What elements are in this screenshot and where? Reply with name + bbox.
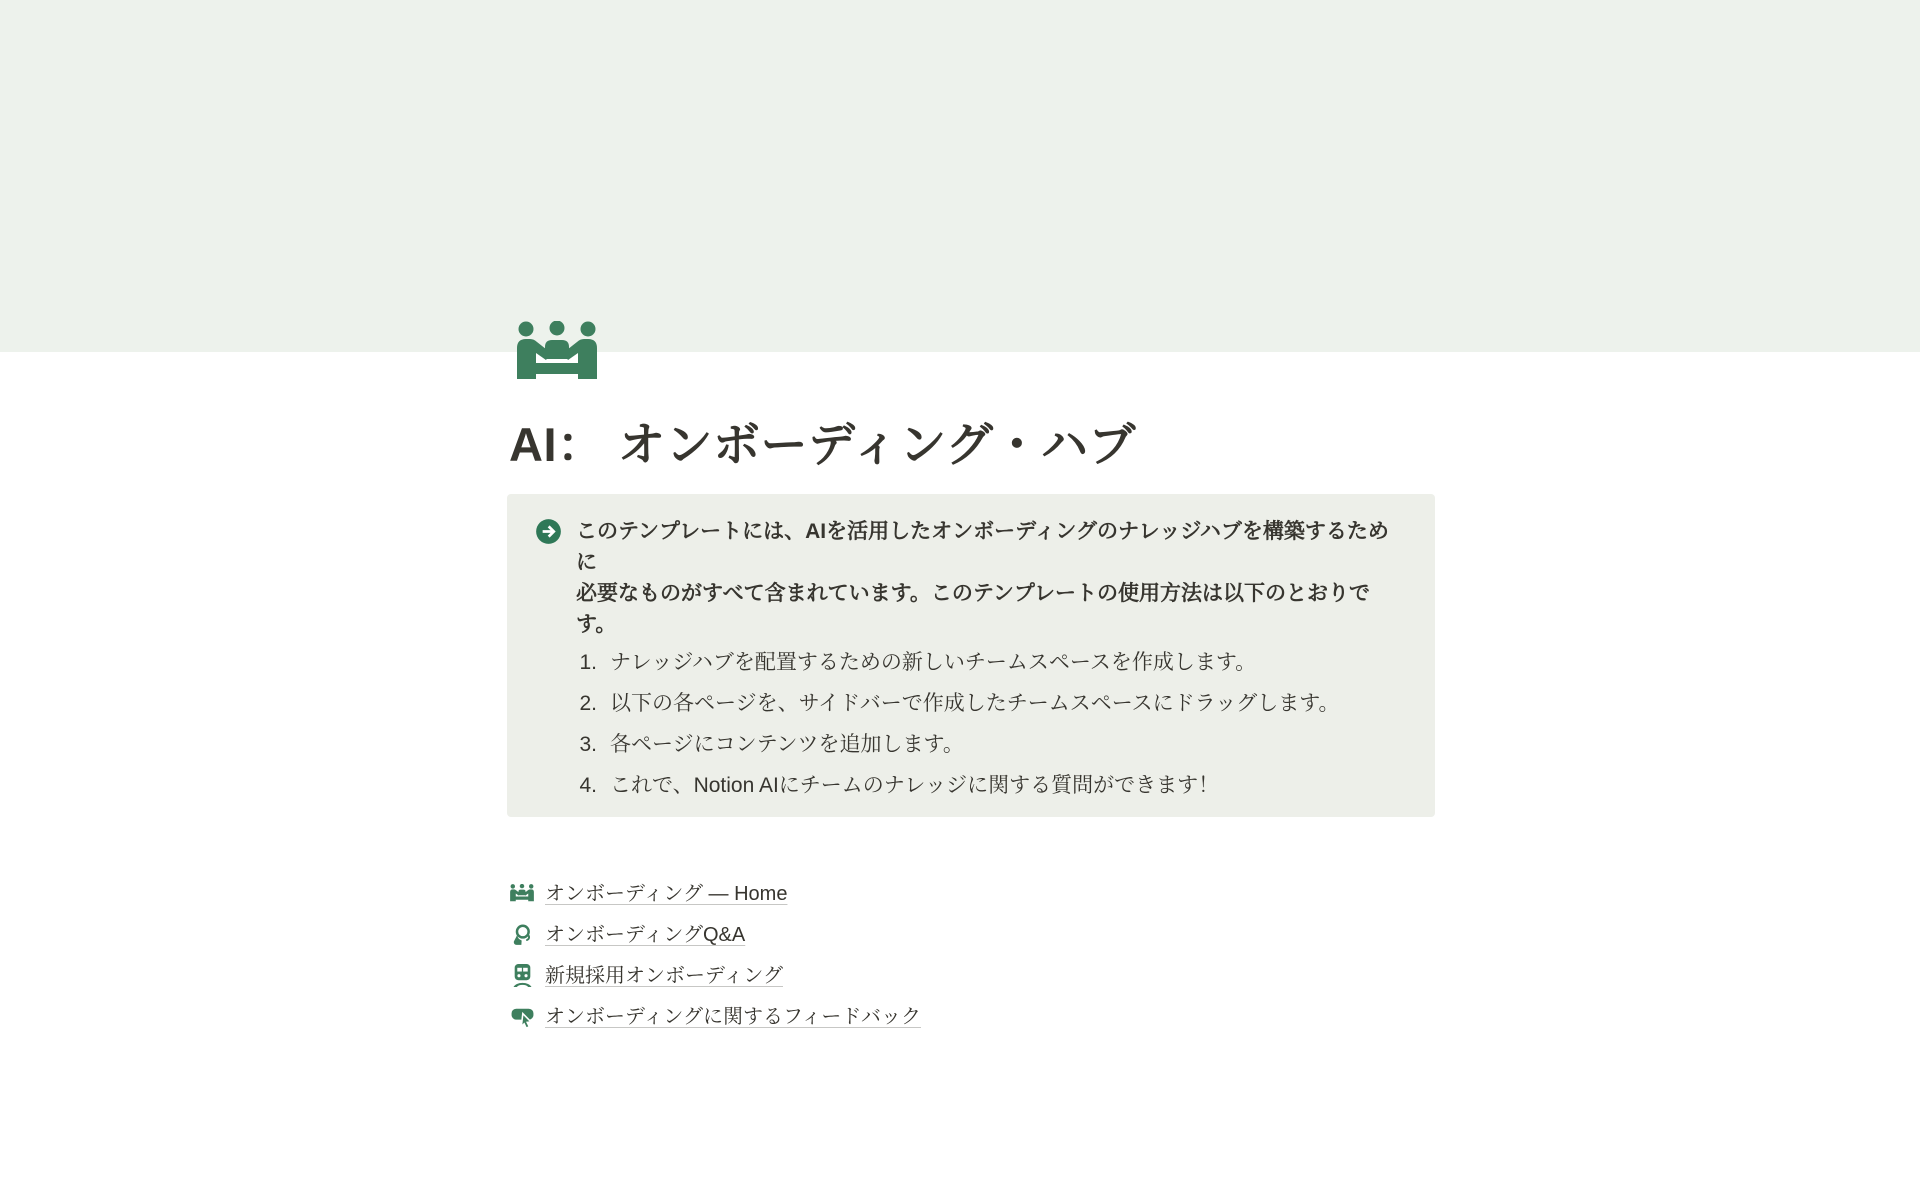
page-link-label: オンボーディングQ&A bbox=[545, 923, 746, 946]
arrow-right-circle-icon bbox=[535, 518, 562, 545]
page-icon[interactable] bbox=[507, 321, 607, 385]
train-icon bbox=[507, 963, 537, 988]
step-text: ナレッジハブを配置するための新しいチームスペースを作成します。 bbox=[610, 651, 1257, 675]
step-row bbox=[575, 730, 1407, 760]
people-meeting-icon bbox=[507, 884, 537, 903]
callout-steps bbox=[575, 648, 1407, 801]
page-title[interactable]: AI： オンボーディング・ハブ bbox=[509, 418, 1136, 471]
callout-head bbox=[535, 516, 1407, 640]
step-row bbox=[575, 648, 1407, 678]
button-cursor-icon bbox=[507, 1004, 537, 1029]
callout-intro-line-1: このテンプレートには、AIを活用したオンボーディングのナレッジハブを構築するために bbox=[576, 520, 1389, 575]
step-number: 2. bbox=[579, 692, 597, 716]
page-link-label: オンボーディング — Home bbox=[545, 882, 788, 905]
step-number: 3. bbox=[579, 733, 597, 757]
page-content bbox=[507, 321, 1435, 1037]
page-link-label: オンボーディングに関するフィードバック bbox=[545, 1005, 921, 1028]
callout-intro bbox=[576, 516, 1407, 640]
step-number: 4. bbox=[579, 774, 597, 798]
people-meeting-icon bbox=[507, 321, 607, 385]
page-link-new-hire-onboarding[interactable] bbox=[507, 955, 783, 996]
page-link-onboarding-qa[interactable] bbox=[507, 914, 745, 955]
callout-intro-line-2: 必要なものがすべて含まれています。このテンプレートの使用方法は以下のとおりです。 bbox=[576, 582, 1371, 637]
step-row bbox=[575, 771, 1407, 801]
instruction-callout bbox=[507, 494, 1435, 817]
step-number: 1. bbox=[579, 651, 597, 675]
step-text: これで、Notion AIにチームのナレッジに関する質問ができます！ bbox=[610, 774, 1220, 798]
step-text: 以下の各ページを、サイドバーで作成したチームスペースにドラッグします。 bbox=[610, 692, 1340, 716]
page-links bbox=[507, 873, 1435, 1037]
page-link-label: 新規採用オンボーディング bbox=[545, 964, 783, 987]
page-link-onboarding-home[interactable] bbox=[507, 873, 787, 914]
person-question-icon bbox=[507, 922, 537, 947]
step-text: 各ページにコンテンツを追加します。 bbox=[610, 733, 964, 757]
step-row bbox=[575, 689, 1407, 719]
cover-banner bbox=[0, 0, 1920, 352]
page-link-onboarding-feedback[interactable] bbox=[507, 996, 921, 1037]
